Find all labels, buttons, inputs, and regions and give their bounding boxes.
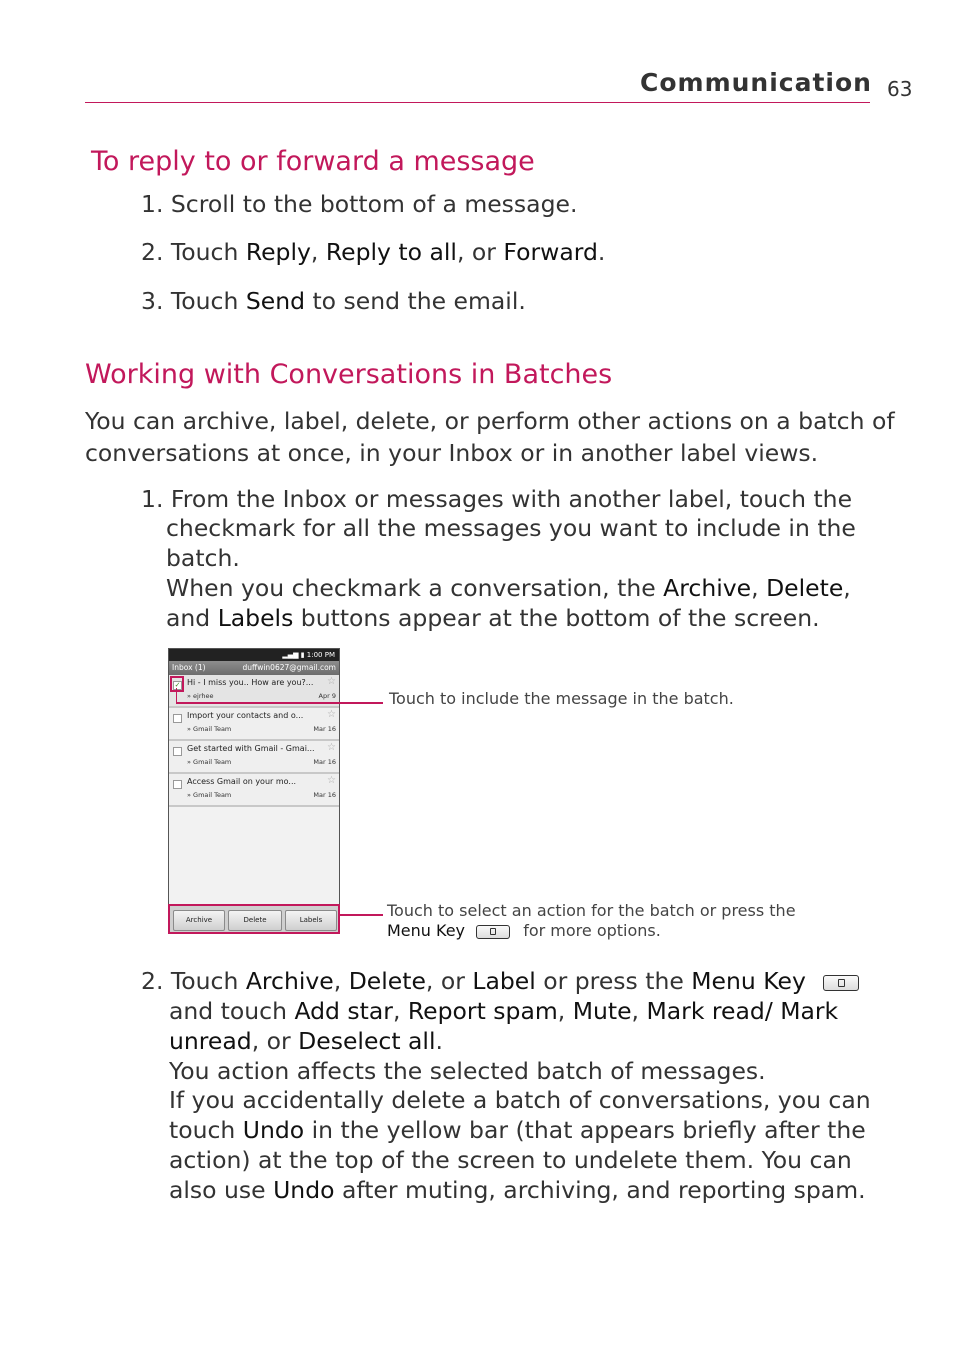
delete-button[interactable]: Delete: [228, 910, 282, 931]
page-number: 63: [887, 77, 913, 101]
menu-key-icon: [823, 975, 859, 991]
checkbox-callout-connector: [176, 688, 177, 702]
reply-step-2: 2. Touch Reply, Reply to all, or Forward.: [141, 238, 606, 266]
inbox-title: Inbox (1): [172, 663, 206, 672]
checkbox-icon[interactable]: [173, 780, 182, 789]
message-sender: » ejrhee: [187, 692, 214, 700]
message-sender: » Gmail Team: [187, 791, 232, 799]
list-item[interactable]: [169, 741, 339, 774]
batch-step-1-line-5: and Labels buttons appear at the bottom of the screen.: [166, 604, 820, 632]
batch-step-1-line-1: 1. From the Inbox or messages with another label, touch the: [141, 485, 853, 513]
message-sender: » Gmail Team: [187, 758, 232, 766]
checkbox-icon[interactable]: [173, 714, 182, 723]
message-sender: » Gmail Team: [187, 725, 232, 733]
checkbox-icon[interactable]: [173, 747, 182, 756]
callout-select-action-line-2: Menu Key for more options.: [387, 921, 661, 940]
checkbox-callout-marker: [170, 676, 184, 692]
callout-select-action-line-1: Touch to select an action for the batch or press the: [387, 901, 796, 920]
callout-include-message: Touch to include the message in the batch.: [389, 689, 734, 708]
star-icon[interactable]: ☆: [327, 709, 336, 720]
star-icon[interactable]: ☆: [327, 742, 336, 753]
signal-icon: ▂▄▆ ▮: [282, 651, 307, 659]
batch-step-2-line-6: touch Undo in the yellow bar (that appears briefly after the: [169, 1116, 866, 1144]
account-email: duffwin0627@gmail.com: [242, 663, 336, 672]
labels-button[interactable]: Labels: [285, 910, 337, 931]
message-date: Mar 16: [313, 725, 336, 733]
inbox-title-bar: [169, 661, 339, 675]
checkbox-checked-icon[interactable]: ✓: [174, 681, 181, 689]
status-bar: [169, 649, 339, 661]
reply-step-3: 3. Touch Send to send the email.: [141, 287, 526, 315]
message-date: Mar 16: [313, 758, 336, 766]
batch-step-2-line-3: unread, or Deselect all.: [169, 1027, 443, 1055]
batch-step-1-line-3: batch.: [166, 544, 240, 572]
reply-step-1: 1. Scroll to the bottom of a message.: [141, 190, 578, 218]
batch-step-2-line-4: You action affects the selected batch of messages.: [169, 1057, 766, 1085]
archive-button[interactable]: Archive: [173, 910, 225, 931]
message-date: Mar 16: [313, 791, 336, 799]
batches-intro-line-1: You can archive, label, delete, or perform other actions on a batch of: [85, 407, 895, 435]
message-date: Apr 9: [318, 692, 336, 700]
message-subject: Import your contacts and o...: [187, 711, 304, 720]
list-item[interactable]: [169, 708, 339, 741]
message-subject: Access Gmail on your mo...: [187, 777, 297, 786]
status-time: 1:00 PM: [306, 651, 335, 659]
action-bar-callout-marker: [168, 904, 340, 934]
batches-heading: Working with Conversations in Batches: [85, 359, 613, 390]
phone-screenshot: [168, 648, 340, 934]
star-icon[interactable]: ☆: [327, 676, 336, 687]
batch-step-2-line-2: and touch Add star, Report spam, Mute, Mark read/ Mark: [169, 997, 839, 1025]
batches-intro-line-2: conversations at once, in your Inbox or in another label views.: [85, 439, 819, 467]
reply-heading: To reply to or forward a message: [91, 146, 535, 177]
batch-step-1-line-2: checkmark for all the messages you want to include in the: [166, 514, 856, 542]
batch-step-2-line-1: 2. Touch Archive, Delete, or Label or press the Menu Key: [141, 966, 859, 996]
batch-step-2-line-7: action) at the top of the screen to undelete them. You can: [169, 1146, 852, 1174]
message-subject: Get started with Gmail - Gmai...: [187, 744, 315, 753]
batch-step-2-line-5: If you accidentally delete a batch of conversations, you can: [169, 1086, 871, 1114]
batch-step-2-line-8: also use Undo after muting, archiving, and reporting spam.: [169, 1176, 866, 1204]
message-subject: Hi - I miss you.. How are you?...: [187, 678, 314, 687]
list-item[interactable]: [169, 774, 339, 807]
header-divider: [85, 102, 870, 103]
section-title: Communication: [640, 68, 872, 97]
batch-step-1-line-4: When you checkmark a conversation, the Archive, Delete,: [166, 574, 851, 602]
checkbox-callout-line: [176, 702, 383, 704]
action-bar-callout-line: [338, 914, 383, 916]
menu-key-icon: [476, 925, 510, 939]
star-icon[interactable]: ☆: [327, 775, 336, 786]
